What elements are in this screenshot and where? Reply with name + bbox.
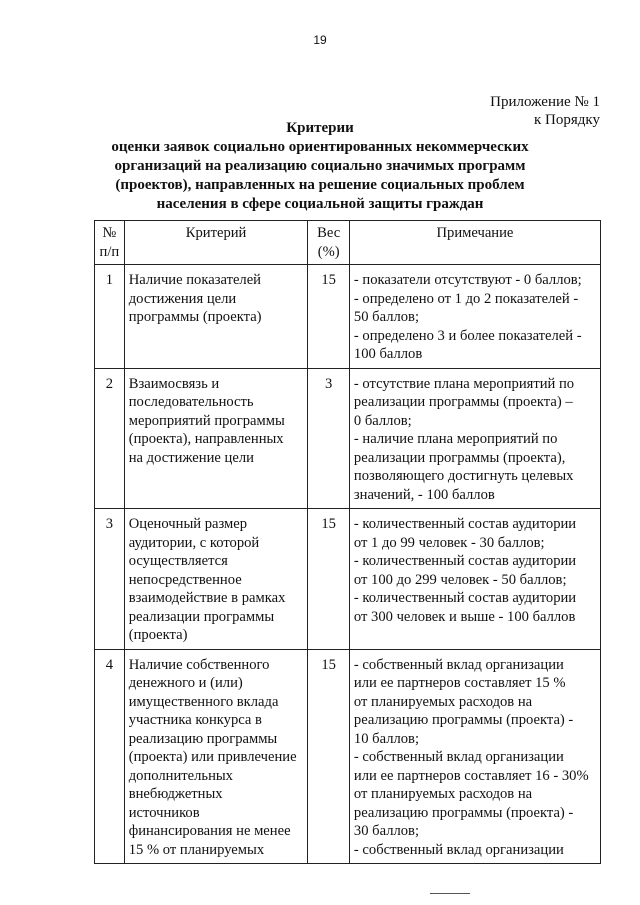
cell-line: Наличие показателей: [128, 272, 261, 288]
header-weight: [308, 221, 350, 265]
note-cell: [349, 649, 600, 864]
header-line: п/п: [99, 243, 120, 260]
cell-line: дополнительных: [128, 767, 233, 784]
table-row: [95, 265, 601, 369]
row-number: 3: [95, 509, 125, 650]
cell-line: источников: [128, 804, 200, 821]
cell-line: позволяющего достигнуть целевых: [353, 468, 574, 484]
weight-cell: 15: [308, 509, 350, 650]
cell-line: внебюджетных: [128, 786, 223, 802]
appendix-line: Приложение № 1: [490, 94, 600, 110]
criterion-cell: [124, 265, 308, 369]
header-criterion: Критерий: [124, 221, 308, 265]
cell-line: Взаимосвязь и: [128, 375, 220, 392]
cell-line: - количественный состав аудитории: [353, 590, 577, 606]
row-number: 4: [95, 649, 125, 864]
cell-line: - собственный вклад организации: [353, 656, 564, 673]
cell-line: реализации программы: [128, 608, 275, 625]
cell-line: 50 баллов;: [353, 309, 420, 325]
cell-line: осуществляется: [128, 553, 228, 569]
document-title: [80, 119, 560, 214]
weight-cell: 15: [308, 265, 350, 369]
row-number: 1: [95, 265, 125, 369]
cell-line: - определено от 1 до 2 показателей -: [353, 290, 579, 307]
cell-line: (проекта): [128, 627, 188, 643]
cell-line: непосредственное: [128, 571, 242, 588]
cell-line: мероприятий программы: [128, 412, 285, 429]
title-line: Критерии: [286, 120, 354, 136]
table-row: [95, 649, 601, 864]
cell-line: 10 баллов;: [353, 730, 420, 747]
cell-line: имущественного вклада: [128, 693, 279, 710]
cell-line: (проекта), направленных: [128, 431, 284, 447]
table-body: [95, 265, 601, 864]
cell-line: 100 баллов: [353, 346, 423, 362]
criterion-cell: [124, 509, 308, 650]
table-header-row: [95, 221, 601, 265]
cell-line: аудитории, с которой: [128, 534, 260, 551]
cell-line: - наличие плана мероприятий по: [353, 431, 558, 447]
cell-line: реализации программы (проекта),: [353, 449, 566, 466]
cell-line: - собственный вклад организации: [353, 841, 564, 858]
cell-line: от 1 до 99 человек - 30 баллов;: [353, 534, 545, 551]
note-cell: [349, 509, 600, 650]
note-cell: [349, 368, 600, 509]
cell-line: или ее партнеров составляет 16 - 30%: [353, 767, 589, 784]
criterion-cell: [124, 649, 308, 864]
title-line: оценки заявок социально ориентированных некоммерческих: [111, 139, 529, 155]
table-row: [95, 368, 601, 509]
cell-line: - количественный состав аудитории: [353, 553, 577, 569]
header-line: (%): [317, 243, 340, 260]
title-line: организаций на реализацию социально значимых программ: [114, 158, 526, 174]
note-cell: [349, 265, 600, 369]
cell-line: значений, - 100 баллов: [353, 486, 495, 503]
cell-line: 0 баллов;: [353, 412, 412, 429]
cell-line: реализацию программы (проекта) -: [353, 712, 574, 728]
cell-line: взаимодействие в рамках: [128, 590, 286, 606]
cell-line: реализацию программы: [128, 730, 278, 747]
cell-line: денежного и (или): [128, 675, 243, 691]
cell-line: - показатели отсутствуют - 0 баллов;: [353, 272, 582, 288]
header-note: Примечание: [349, 221, 600, 265]
cell-line: от планируемых расходов на: [353, 693, 533, 710]
cell-line: реализацию программы (проекта) -: [353, 804, 574, 821]
cell-line: Оценочный размер: [128, 516, 248, 532]
cell-line: - собственный вклад организации: [353, 749, 564, 765]
cell-line: от 300 человек и выше - 100 баллов: [353, 608, 576, 625]
row-number: 2: [95, 368, 125, 509]
page-number: 19: [313, 33, 327, 47]
cell-line: программы (проекта): [128, 309, 262, 325]
header-line: Вес: [317, 225, 341, 241]
weight-cell: 15: [308, 649, 350, 864]
cell-line: последовательность: [128, 394, 254, 410]
cell-line: или ее партнеров составляет 15 %: [353, 675, 566, 691]
cell-line: - количественный состав аудитории: [353, 516, 577, 532]
cell-line: от планируемых расходов на: [353, 786, 533, 802]
criterion-cell: [124, 368, 308, 509]
cell-line: - определено 3 и более показателей -: [353, 327, 582, 344]
header-num: [95, 221, 125, 265]
title-line: населения в сфере социальной защиты граждан: [156, 196, 484, 212]
cell-line: достижения цели: [128, 290, 237, 307]
cell-line: 30 баллов;: [353, 823, 420, 839]
cell-line: (проекта) или привлечение: [128, 749, 297, 765]
cell-line: на достижение цели: [128, 449, 254, 466]
cell-line: Наличие собственного: [128, 656, 270, 673]
cell-line: участника конкурса в: [128, 712, 262, 728]
weight-cell: 3: [308, 368, 350, 509]
header-line: №: [102, 225, 117, 241]
cell-line: финансирования не менее: [128, 823, 291, 839]
title-line: (проектов), направленных на решение социальных проблем: [115, 177, 525, 193]
criteria-table: [94, 220, 601, 864]
footer-mark: [430, 893, 470, 894]
cell-line: реализации программы (проекта) –: [353, 394, 573, 410]
cell-line: 15 % от планируемых: [128, 841, 265, 858]
table-row: [95, 509, 601, 650]
appendix-line: к Порядку: [534, 112, 600, 128]
cell-line: от 100 до 299 человек - 50 баллов;: [353, 571, 567, 588]
cell-line: - отсутствие плана мероприятий по: [353, 375, 575, 392]
